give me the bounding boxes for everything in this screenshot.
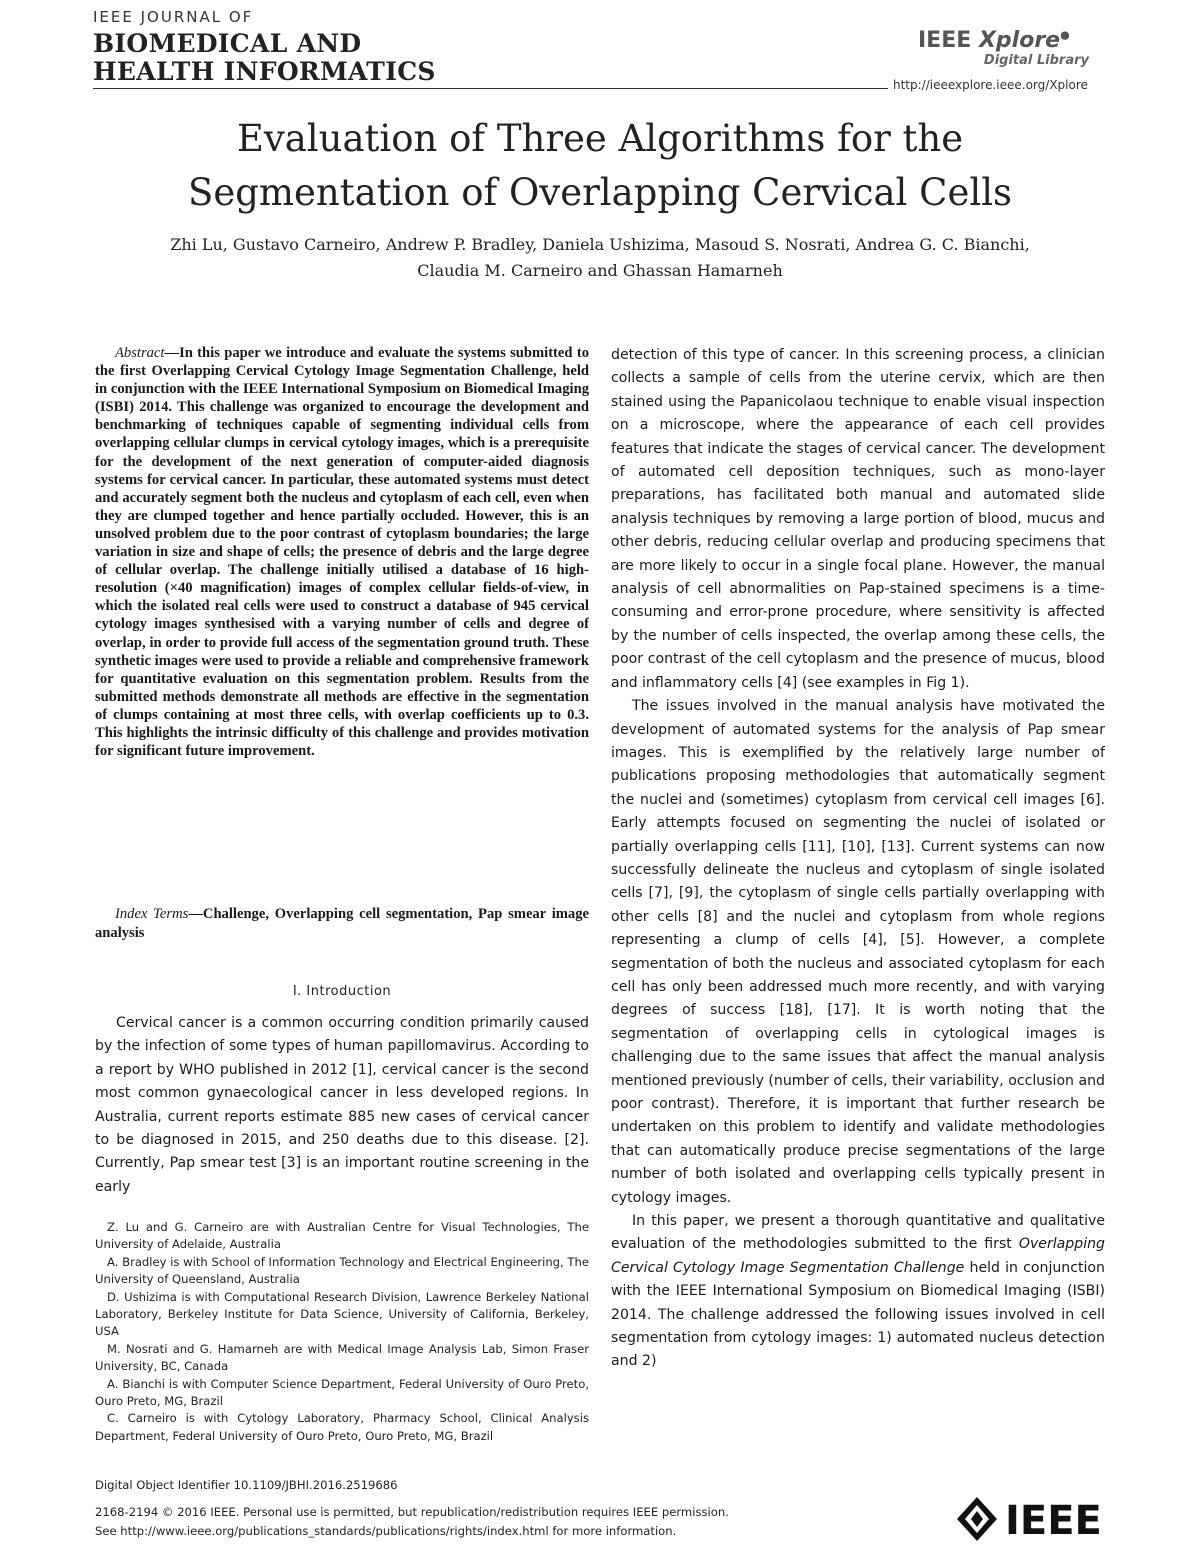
index-terms-text: —Challenge, Overlapping cell segmentation, Pap smear image analysis [95, 906, 589, 941]
body-paragraph: The issues involved in the manual analysis have motivated the development of automated systems for the analysis of Pap smear images. This is exemplified by the relatively large number of publications proposing methodologies that automatically segment the nuclei and (sometimes) cytoplasm from cervical cell images [6]. Early attempts focused on segmenting the nuclei of isolated or partially overlapping cells [11], [10], [13]. Current systems can now successfully delineate the nucleus and cytoplasm of single isolated cells [7], [9], the cytoplasm of single cells partially overlapping with other cells [8] and the nuclei and cytoplasm from whole regions representing a clump of cells [4], [5]. However, a complete segmentation of both the nucleus and associated cytoplasm for each cell has only been addressed much more recently, and with varying degrees of success [18], [17]. It is worth noting that the segmentation of overlapping cells in cytological images is challenging due to the same issues that affect the manual analysis mentioned previously (number of cells, their variability, occlusion and poor contrast). Therefore, it is important that further research be undertaken on this problem to identify and validate methodologies that can automatically produce precise segmentations of the large number of both isolated and overlapping cells typically present in cytology images. [611, 698, 1105, 1206]
paper-title-line2: Segmentation of Overlapping Cervical Cells [187, 171, 1013, 214]
affiliation-note: C. Carneiro is with Cytology Laboratory, Pharmacy School, Clinical Analysis Department, Federal University of Ouro Preto, Ouro Preto, MG, Brazil [95, 1411, 589, 1443]
body-paragraph: detection of this type of cancer. In this screening process, a clinician collects a sample of cells from the uterine cervix, which are then stained using the Papanicolaou technique to enable visual inspection on a microscope, where the appearance of each cell provides features that indicate the stages of cervical cancer. The development of automated cell deposition techniques, such as mono-layer preparations, has facilitated both manual and automated slide analysis techniques by removing a large portion of blood, mucus and other debris, reducing cellular overlap and producing specimens that are more likely to occur in a single focal plane. However, the manual analysis of cell abnormalities on Pap-stained specimens is a time-consuming and error-prone procedure, where sensitivity is affected by the number of cells inspected, the overlap among these cells, the poor contrast of the cell cytoplasm and the presence of mucus, blood and inflammatory cells [4] (see examples in Fig 1). [611, 347, 1105, 691]
section-heading-introduction: I. Introduction [292, 984, 392, 999]
abstract-label: Abstract [115, 345, 165, 361]
abstract-text: —In this paper we introduce and evaluate the systems submitted to the first Overlapping Cervical Cytology Image Segmentation Challenge, held in conjunction with the IEEE International Symposium on Biomedical Imaging (ISBI) 2014. This challenge was organized to encourage the development and benchmarking of techniques capable of segmenting individual cells from overlapping cellular clumps in cervical cytology images, which is a prerequisite for the development of the next generation of computer-aided diagnosis systems for cervical cancer. In particular, these automated systems must detect and accurately segment both the nucleus and cytoplasm of each cell, even when they are clumped together and hence partially occluded. However, this is an unsolved problem due to the poor contrast of cytoplasm boundaries; the large variation in size and shape of cells; the presence of debris and the large degree of cellular overlap. The challenge initially utilised a database of 16 high-resolution (×40 magnification) images of complex cellular fields-of-view, in which the isolated real cells were used to construct a database of 945 cervical cytology images synthesised with a varying number of cells and degree of overlap, in order to provide full access of the segmentation ground truth. These synthetic images were used to provide a reliable and comprehensive framework for quantitative evaluation on this segmentation problem. Results from the submitted methods demonstrate all methods are effective in the segmentation of clumps containing at most three cells, with overlap coefficients up to 0.3. This highlights the intrinsic difficulty of this challenge and provides motivation for significant future improvement. [95, 345, 589, 760]
author-list [100, 232, 1100, 284]
ieee-xplore-logo[interactable] [918, 28, 1093, 74]
ieee-diamond-icon [953, 1491, 1128, 1547]
index-terms-label: Index Terms [115, 906, 189, 922]
ieee-logo-text: IEEE [1005, 1498, 1102, 1544]
intro-paragraph: Cervical cancer is a common occurring condition primarily caused by the infection of some types of human papillomavirus. According to a report by WHO published in 2012 [1], cervical cancer is the second most common gynaecological cancer in less developed regions. In Australia, current reports estimate 885 new cases of cervical cancer to be diagnosed in 2015, and 250 deaths due to this disease. [2]. Currently, Pap smear test [3] is an important routine screening in the early [95, 1015, 589, 1195]
affiliation-note: A. Bianchi is with Computer Science Department, Federal University of Ouro Preto, Ouro Preto, MG, Brazil [95, 1376, 589, 1409]
journal-name [93, 30, 436, 86]
paper-title [100, 112, 1100, 220]
paper-title-line1: Evaluation of Three Algorithms for the [236, 117, 964, 160]
ieee-logo [953, 1491, 1128, 1547]
xplore-brand-suffix: Xplore [978, 28, 1061, 53]
paragraph-text: held in conjunction with the IEEE International Symposium on Biomedical Imaging (ISBI) 2014. The challenge addressed the following issues involved in cell segmentation from cytology images: 1) automated nucleus detection and 2) [611, 1259, 1105, 1370]
xplore-url-link[interactable]: http://ieeexplore.ieee.org/Xplore [893, 78, 1088, 92]
affiliation-note: M. Nosrati and G. Hamarneh are with Medical Image Analysis Lab, Simon Fraser University, BC, Canada [95, 1341, 589, 1374]
footnote-rule [95, 1209, 589, 1210]
introduction-text [95, 1012, 589, 1199]
copyright-line1: 2168-2194 © 2016 IEEE. Personal use is permitted, but republication/redistribution requires IEEE permission. [95, 1505, 729, 1519]
header-rule [93, 88, 888, 89]
journal-kicker: IEEE JOURNAL OF [93, 8, 254, 26]
author-affiliations [95, 1219, 589, 1445]
author-list-line1: Zhi Lu, Gustavo Carneiro, Andrew P. Bradley, Daniela Ushizima, Masoud S. Nosrati, Andrea G. C. Bianchi, [170, 235, 1030, 254]
affiliation-note: A. Bradley is with School of Information Technology and Electrical Engineering, The University of Queensland, Australia [95, 1254, 589, 1287]
registered-mark-icon: ● [1060, 28, 1070, 42]
xplore-brand-ieee: IEEE [918, 28, 972, 53]
affiliation-note: Z. Lu and G. Carneiro are with Australian Centre for Visual Technologies, The University of Adelaide, Australia [95, 1220, 589, 1252]
affiliation-note: D. Ushizima is with Computational Research Division, Lawrence Berkeley National Laboratory, Berkeley Institute for Data Science, University of California, Berkeley, USA [95, 1289, 589, 1339]
index-terms [95, 905, 589, 942]
xplore-sub: Digital Library [983, 53, 1089, 68]
journal-name-line1: BIOMEDICAL AND [93, 29, 362, 58]
copyright-line2: See http://www.ieee.org/publications_standards/publications/rights/index.html for more information. [95, 1524, 677, 1538]
body-paragraph [611, 1210, 1105, 1374]
paragraph-text: In this paper, we present a thorough quantitative and qualitative evaluation of the methodologies submitted to the first [611, 1213, 1105, 1253]
doi: Digital Object Identifier 10.1109/JBHI.2016.2519686 [95, 1478, 398, 1492]
xplore-brand [918, 28, 1070, 53]
right-column-text [611, 344, 1105, 1374]
abstract [95, 344, 589, 760]
author-list-line2: Claudia M. Carneiro and Ghassan Hamarneh [417, 261, 783, 280]
copyright-notice [95, 1503, 915, 1541]
challenge-name: Overlapping Cervical Cytology Image Segmentation Challenge [611, 1236, 1105, 1276]
journal-name-line2: HEALTH INFORMATICS [93, 57, 436, 86]
